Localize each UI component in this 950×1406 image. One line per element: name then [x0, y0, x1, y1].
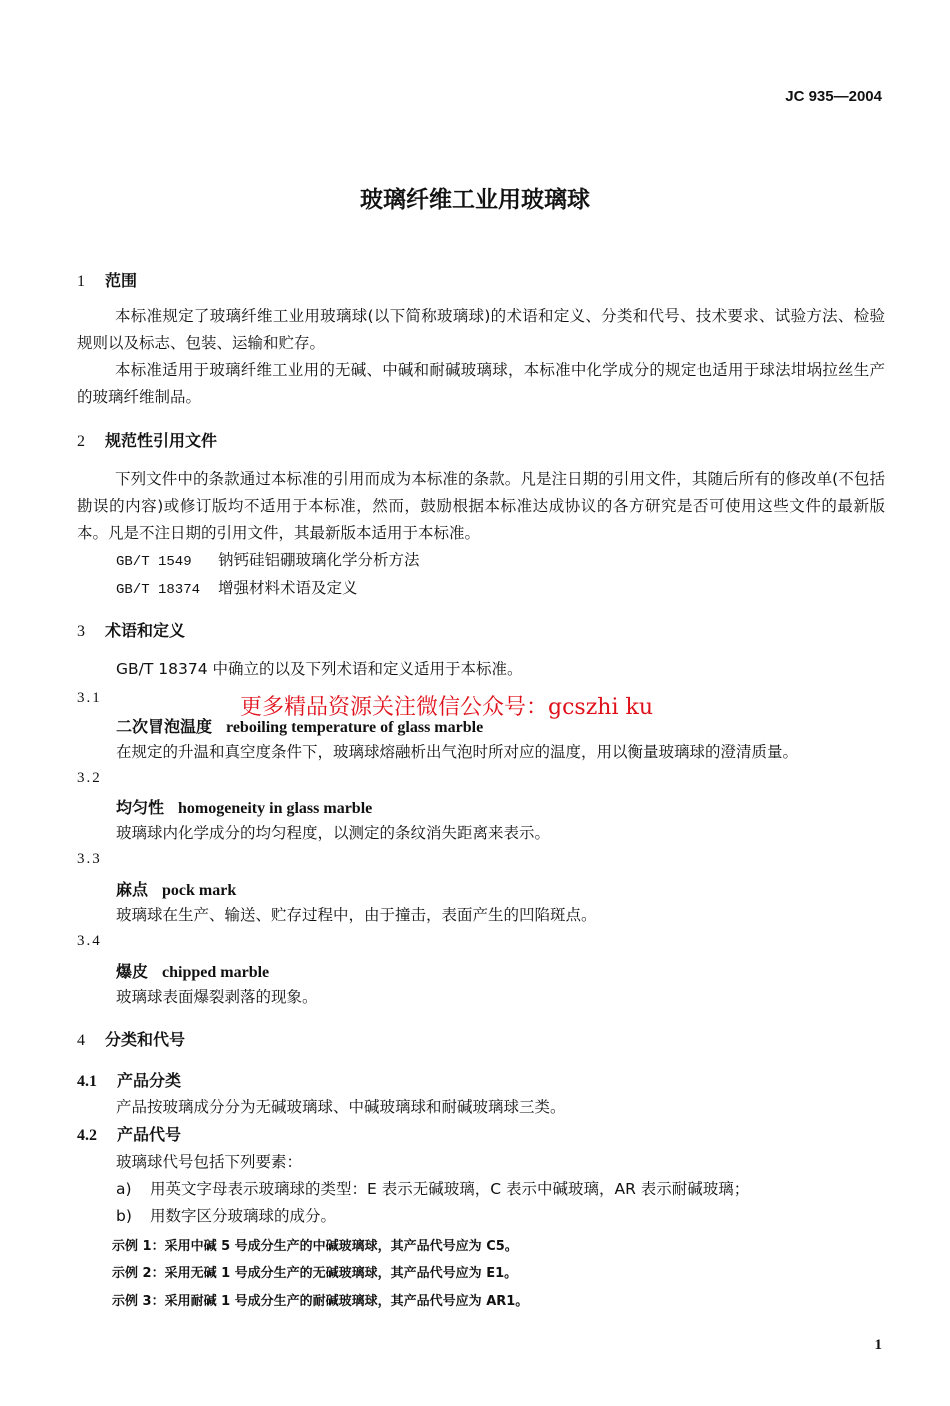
section-1-paragraph-2: 本标准适用于玻璃纤维工业用的无碱、中碱和耐碱玻璃球，本标准中化学成分的规定也适用于球法坩埚拉丝生产的玻璃纤维制品。 — [77, 361, 885, 406]
term-en: reboiling temperature of glass marble — [226, 719, 484, 736]
subsection-4-2-heading — [77, 1122, 181, 1145]
term-zh: 麻点 — [116, 880, 149, 899]
document-code: JC 935—2004 — [785, 88, 882, 105]
term-number: 3.3 — [77, 851, 102, 867]
section-3-intro: GB/T 18374 中确立的以及下列术语和定义适用于本标准。 — [116, 660, 523, 678]
section-title: 范围 — [105, 271, 138, 290]
subsection-number: 4.1 — [77, 1073, 97, 1090]
term-number: 3.4 — [77, 933, 102, 949]
list-item — [116, 1176, 749, 1202]
term-zh: 均匀性 — [116, 798, 165, 817]
section-title: 术语和定义 — [105, 621, 186, 640]
section-4-heading — [77, 1027, 185, 1050]
section-title: 规范性引用文件 — [105, 431, 218, 450]
term-en: homogeneity in glass marble — [178, 800, 373, 817]
term-number: 3.1 — [77, 690, 102, 706]
section-number: 1 — [77, 273, 85, 290]
subsection-4-2-text: 玻璃球代号包括下列要素： — [116, 1153, 303, 1171]
subsection-title: 产品分类 — [117, 1071, 182, 1090]
watermark-text: 更多精品资源关注微信公众号：gcszhi ku — [240, 695, 653, 720]
example-line: 示例 3：采用耐碱 1 号成分生产的耐碱玻璃球，其产品代号应为 AR1。 — [112, 1294, 529, 1309]
section-1-heading — [77, 268, 137, 291]
list-marker: b) — [116, 1207, 132, 1225]
subsection-number: 4.2 — [77, 1127, 97, 1144]
list-marker: a) — [116, 1180, 132, 1198]
subsection-title: 产品代号 — [117, 1125, 182, 1144]
section-number: 2 — [77, 433, 85, 450]
section-1-paragraph-1: 本标准规定了玻璃纤维工业用玻璃球(以下简称玻璃球)的术语和定义、分类和代号、技术要求、试验方法、检验规则以及标志、包装、运输和贮存。 — [77, 307, 885, 352]
subsection-4-1-heading — [77, 1068, 181, 1091]
term-definition: 玻璃球内化学成分的均匀程度，以测定的条纹消失距离来表示。 — [116, 824, 551, 842]
section-2-heading — [77, 428, 217, 451]
section-number: 3 — [77, 623, 85, 640]
reference-name: 增强材料术语及定义 — [218, 579, 358, 597]
list-item — [116, 1203, 336, 1229]
term-title — [116, 877, 236, 900]
section-title: 分类和代号 — [105, 1030, 186, 1049]
term-definition: 在规定的升温和真空度条件下，玻璃球熔融析出气泡时所对应的温度，用以衡量玻璃球的澄清质量。 — [116, 743, 799, 761]
reference-name: 钠钙硅铝硼玻璃化学分析方法 — [218, 551, 420, 569]
term-number: 3.2 — [77, 770, 102, 786]
term-title — [116, 795, 372, 818]
list-text: 用数字区分玻璃球的成分。 — [150, 1207, 337, 1225]
term-title — [116, 959, 269, 982]
term-definition: 玻璃球在生产、输送、贮存过程中，由于撞击，表面产生的凹陷斑点。 — [116, 906, 597, 924]
section-2-paragraph: 下列文件中的条款通过本标准的引用而成为本标准的条款。凡是注日期的引用文件，其随后所有的修改单(不包括勘误的内容)或修订版均不适用于本标准，然而，鼓励根据本标准达成协议的各方研究是否可使用这些文件的最新版本。凡是不注日期的引用文件，其最新版本适用于本标准。 — [77, 470, 885, 542]
reference-item — [116, 548, 420, 570]
term-definition: 玻璃球表面爆裂剥落的现象。 — [116, 988, 318, 1006]
reference-code: GB/T 18374 — [116, 582, 201, 598]
term-en: pock mark — [162, 882, 237, 899]
reference-item — [116, 576, 358, 598]
page-number: 1 — [874, 1337, 882, 1353]
page-title: 玻璃纤维工业用玻璃球 — [360, 187, 590, 213]
term-zh: 二次冒泡温度 — [116, 717, 213, 736]
term-en: chipped marble — [162, 964, 270, 981]
term-zh: 爆皮 — [116, 962, 149, 981]
example-line: 示例 1：采用中碱 5 号成分生产的中碱玻璃球，其产品代号应为 C5。 — [112, 1239, 518, 1254]
list-text: 用英文字母表示玻璃球的类型：E 表示无碱玻璃，C 表示中碱玻璃，AR 表示耐碱玻璃； — [150, 1180, 750, 1198]
section-number: 4 — [77, 1032, 85, 1049]
subsection-4-1-text: 产品按玻璃成分分为无碱玻璃球、中碱玻璃球和耐碱玻璃球三类。 — [116, 1098, 566, 1116]
section-3-heading — [77, 618, 185, 641]
reference-code: GB/T 1549 — [116, 554, 192, 570]
example-line: 示例 2：采用无碱 1 号成分生产的无碱玻璃球，其产品代号应为 E1。 — [112, 1266, 518, 1281]
